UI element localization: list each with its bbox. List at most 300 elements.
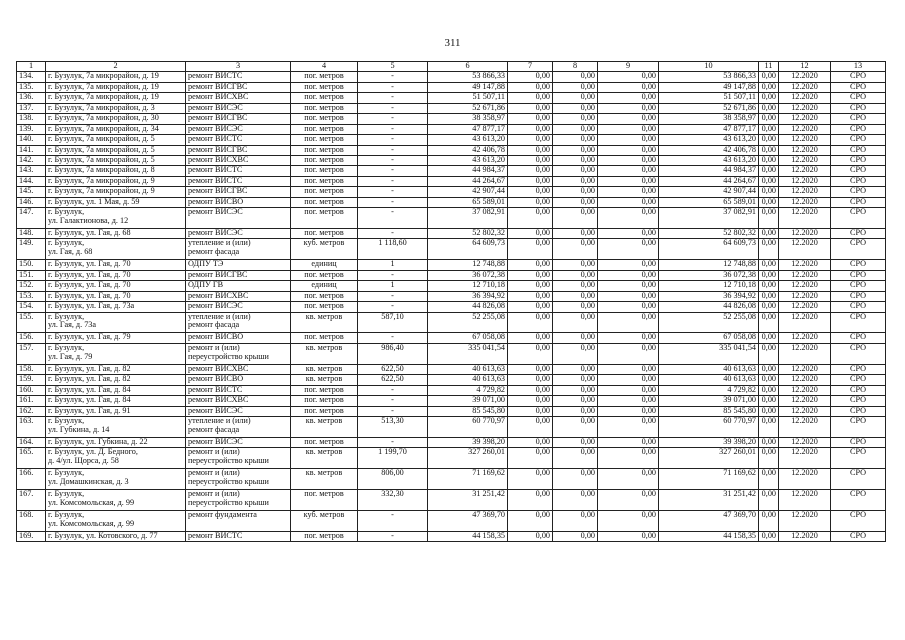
- owner-cost-cell: 4 729,82: [659, 385, 759, 395]
- unit-cell: пог. метров: [291, 333, 358, 343]
- work-type-cell: ремонт ВИСХВС: [186, 291, 291, 301]
- unit-cell: пог. метров: [291, 385, 358, 395]
- owner-cost-cell: 38 358,97: [659, 114, 759, 124]
- row-number-cell: 135.: [17, 82, 46, 92]
- quantity-cell: -: [358, 510, 428, 531]
- owner-cost-cell: 44 264,67: [659, 176, 759, 186]
- owner-cost-cell: 42 406,78: [659, 145, 759, 155]
- page-number: 311: [444, 37, 461, 49]
- other-cost-cell: 0,00: [759, 364, 779, 374]
- row-number-cell: 145.: [17, 187, 46, 197]
- fund-cost-cell: 0,00: [508, 375, 553, 385]
- budget-cost-cell: 0,00: [553, 448, 598, 469]
- local-cost-cell: 0,00: [598, 396, 659, 406]
- total-cost-cell: 42 907,44: [428, 187, 508, 197]
- total-cost-cell: 44 158,35: [428, 531, 508, 541]
- owner-cost-cell: 52 671,86: [659, 103, 759, 113]
- other-cost-cell: 0,00: [759, 155, 779, 165]
- fund-cost-cell: 0,00: [508, 343, 553, 364]
- table-row: [17, 375, 886, 385]
- unit-cell: куб. метров: [291, 239, 358, 260]
- quantity-cell: 806,00: [358, 469, 428, 490]
- table-row: [17, 406, 886, 416]
- budget-cost-cell: 0,00: [553, 490, 598, 511]
- owner-cost-cell: 12 710,18: [659, 281, 759, 291]
- budget-cost-cell: 0,00: [553, 145, 598, 155]
- local-cost-cell: 0,00: [598, 197, 659, 207]
- quantity-cell: 1: [358, 281, 428, 291]
- contractor-cell: СРО: [831, 312, 886, 333]
- header-cell: 11: [759, 62, 779, 72]
- budget-cost-cell: 0,00: [553, 364, 598, 374]
- table-row: [17, 176, 886, 186]
- owner-cost-cell: 64 609,73: [659, 239, 759, 260]
- budget-cost-cell: 0,00: [553, 469, 598, 490]
- unit-cell: единиц: [291, 260, 358, 270]
- address-cell: г. Бузулук, ул. Гая, д. 68: [46, 229, 186, 239]
- local-cost-cell: 0,00: [598, 531, 659, 541]
- contractor-cell: СРО: [831, 406, 886, 416]
- unit-cell: пог. метров: [291, 229, 358, 239]
- local-cost-cell: 0,00: [598, 270, 659, 280]
- total-cost-cell: 44 264,67: [428, 176, 508, 186]
- contractor-cell: СРО: [831, 333, 886, 343]
- quantity-cell: -: [358, 270, 428, 280]
- total-cost-cell: 31 251,42: [428, 490, 508, 511]
- table-row: [17, 124, 886, 134]
- address-cell: г. Бузулук, ул. Галактионова, д. 12: [46, 208, 186, 229]
- other-cost-cell: 0,00: [759, 260, 779, 270]
- deadline-cell: 12.2020: [779, 145, 831, 155]
- other-cost-cell: 0,00: [759, 406, 779, 416]
- owner-cost-cell: 52 255,08: [659, 312, 759, 333]
- address-cell: г. Бузулук, ул. Гая, д. 73а: [46, 302, 186, 312]
- quantity-cell: -: [358, 93, 428, 103]
- address-cell: г. Бузулук, ул. Гая, д. 84: [46, 385, 186, 395]
- owner-cost-cell: 44 826,08: [659, 302, 759, 312]
- contractor-cell: СРО: [831, 103, 886, 113]
- row-number-cell: 156.: [17, 333, 46, 343]
- other-cost-cell: 0,00: [759, 510, 779, 531]
- quantity-cell: 1 118,60: [358, 239, 428, 260]
- fund-cost-cell: 0,00: [508, 416, 553, 437]
- quantity-cell: -: [358, 166, 428, 176]
- owner-cost-cell: 37 082,91: [659, 208, 759, 229]
- other-cost-cell: 0,00: [759, 197, 779, 207]
- budget-cost-cell: 0,00: [553, 135, 598, 145]
- header-cell: 3: [186, 62, 291, 72]
- row-number-cell: 161.: [17, 396, 46, 406]
- unit-cell: пог. метров: [291, 302, 358, 312]
- contractor-cell: СРО: [831, 155, 886, 165]
- quantity-cell: -: [358, 145, 428, 155]
- quantity-cell: -: [358, 114, 428, 124]
- address-cell: г. Бузулук, ул. Комсомольская, д. 99: [46, 490, 186, 511]
- total-cost-cell: 37 082,91: [428, 208, 508, 229]
- capital-repair-table: [16, 61, 886, 542]
- work-type-cell: ремонт ВИСГВС: [186, 114, 291, 124]
- owner-cost-cell: 40 613,63: [659, 375, 759, 385]
- total-cost-cell: 49 147,88: [428, 82, 508, 92]
- total-cost-cell: 44 826,08: [428, 302, 508, 312]
- unit-cell: пог. метров: [291, 135, 358, 145]
- unit-cell: пог. метров: [291, 82, 358, 92]
- fund-cost-cell: 0,00: [508, 510, 553, 531]
- contractor-cell: СРО: [831, 343, 886, 364]
- work-type-cell: ремонт ВИСЭС: [186, 229, 291, 239]
- header-cell: 4: [291, 62, 358, 72]
- fund-cost-cell: 0,00: [508, 135, 553, 145]
- row-number-cell: 141.: [17, 145, 46, 155]
- work-type-cell: утепление и (или) ремонт фасада: [186, 239, 291, 260]
- row-number-cell: 163.: [17, 416, 46, 437]
- address-cell: г. Бузулук, ул. Д. Бедного, д. 4/ул. Щорса, д. 58: [46, 448, 186, 469]
- total-cost-cell: 36 394,92: [428, 291, 508, 301]
- total-cost-cell: 42 406,78: [428, 145, 508, 155]
- total-cost-cell: 39 398,20: [428, 437, 508, 447]
- budget-cost-cell: 0,00: [553, 239, 598, 260]
- fund-cost-cell: 0,00: [508, 260, 553, 270]
- budget-cost-cell: 0,00: [553, 155, 598, 165]
- fund-cost-cell: 0,00: [508, 208, 553, 229]
- other-cost-cell: 0,00: [759, 343, 779, 364]
- work-type-cell: ремонт ВИСГВС: [186, 145, 291, 155]
- address-cell: г. Бузулук, 7а микрорайон, д. 5: [46, 135, 186, 145]
- contractor-cell: СРО: [831, 469, 886, 490]
- contractor-cell: СРО: [831, 166, 886, 176]
- budget-cost-cell: 0,00: [553, 437, 598, 447]
- row-number-cell: 138.: [17, 114, 46, 124]
- total-cost-cell: 52 671,86: [428, 103, 508, 113]
- address-cell: г. Бузулук, 7а микрорайон, д. 9: [46, 187, 186, 197]
- address-cell: г. Бузулук, 7а микрорайон, д. 34: [46, 124, 186, 134]
- total-cost-cell: 47 369,70: [428, 510, 508, 531]
- budget-cost-cell: 0,00: [553, 291, 598, 301]
- total-cost-cell: 52 802,32: [428, 229, 508, 239]
- deadline-cell: 12.2020: [779, 208, 831, 229]
- address-cell: г. Бузулук, ул. Гая, д. 91: [46, 406, 186, 416]
- owner-cost-cell: 47 369,70: [659, 510, 759, 531]
- deadline-cell: 12.2020: [779, 260, 831, 270]
- other-cost-cell: 0,00: [759, 166, 779, 176]
- unit-cell: пог. метров: [291, 72, 358, 82]
- contractor-cell: СРО: [831, 437, 886, 447]
- deadline-cell: 12.2020: [779, 166, 831, 176]
- owner-cost-cell: 36 394,92: [659, 291, 759, 301]
- other-cost-cell: 0,00: [759, 281, 779, 291]
- table-row: [17, 135, 886, 145]
- quantity-cell: -: [358, 176, 428, 186]
- work-type-cell: ремонт ВИСТС: [186, 385, 291, 395]
- quantity-cell: -: [358, 333, 428, 343]
- fund-cost-cell: 0,00: [508, 333, 553, 343]
- total-cost-cell: 60 770,97: [428, 416, 508, 437]
- local-cost-cell: 0,00: [598, 469, 659, 490]
- other-cost-cell: 0,00: [759, 333, 779, 343]
- other-cost-cell: 0,00: [759, 114, 779, 124]
- address-cell: г. Бузулук, ул. 1 Мая, д. 59: [46, 197, 186, 207]
- table-row: [17, 103, 886, 113]
- other-cost-cell: 0,00: [759, 437, 779, 447]
- table-row: [17, 260, 886, 270]
- unit-cell: кв. метров: [291, 343, 358, 364]
- fund-cost-cell: 0,00: [508, 197, 553, 207]
- deadline-cell: 12.2020: [779, 406, 831, 416]
- other-cost-cell: 0,00: [759, 93, 779, 103]
- budget-cost-cell: 0,00: [553, 531, 598, 541]
- total-cost-cell: 43 613,20: [428, 135, 508, 145]
- unit-cell: пог. метров: [291, 406, 358, 416]
- work-type-cell: ремонт фундамента: [186, 510, 291, 531]
- fund-cost-cell: 0,00: [508, 239, 553, 260]
- local-cost-cell: 0,00: [598, 145, 659, 155]
- fund-cost-cell: 0,00: [508, 103, 553, 113]
- budget-cost-cell: 0,00: [553, 333, 598, 343]
- fund-cost-cell: 0,00: [508, 72, 553, 82]
- local-cost-cell: 0,00: [598, 312, 659, 333]
- local-cost-cell: 0,00: [598, 343, 659, 364]
- table-row: [17, 333, 886, 343]
- fund-cost-cell: 0,00: [508, 364, 553, 374]
- other-cost-cell: 0,00: [759, 176, 779, 186]
- unit-cell: куб. метров: [291, 510, 358, 531]
- local-cost-cell: 0,00: [598, 416, 659, 437]
- total-cost-cell: 327 260,01: [428, 448, 508, 469]
- budget-cost-cell: 0,00: [553, 510, 598, 531]
- other-cost-cell: 0,00: [759, 72, 779, 82]
- table-row: [17, 208, 886, 229]
- fund-cost-cell: 0,00: [508, 469, 553, 490]
- deadline-cell: 12.2020: [779, 155, 831, 165]
- budget-cost-cell: 0,00: [553, 197, 598, 207]
- contractor-cell: СРО: [831, 197, 886, 207]
- fund-cost-cell: 0,00: [508, 187, 553, 197]
- work-type-cell: утепление и (или) ремонт фасада: [186, 312, 291, 333]
- row-number-cell: 150.: [17, 260, 46, 270]
- local-cost-cell: 0,00: [598, 375, 659, 385]
- local-cost-cell: 0,00: [598, 239, 659, 260]
- work-type-cell: ремонт ВИСГВС: [186, 82, 291, 92]
- deadline-cell: 12.2020: [779, 135, 831, 145]
- other-cost-cell: 0,00: [759, 416, 779, 437]
- local-cost-cell: 0,00: [598, 155, 659, 165]
- other-cost-cell: 0,00: [759, 448, 779, 469]
- row-number-cell: 148.: [17, 229, 46, 239]
- total-cost-cell: 47 877,17: [428, 124, 508, 134]
- address-cell: г. Бузулук, ул. Губкина, д. 22: [46, 437, 186, 447]
- local-cost-cell: 0,00: [598, 333, 659, 343]
- deadline-cell: 12.2020: [779, 312, 831, 333]
- local-cost-cell: 0,00: [598, 302, 659, 312]
- owner-cost-cell: 327 260,01: [659, 448, 759, 469]
- fund-cost-cell: 0,00: [508, 490, 553, 511]
- budget-cost-cell: 0,00: [553, 396, 598, 406]
- contractor-cell: СРО: [831, 302, 886, 312]
- other-cost-cell: 0,00: [759, 396, 779, 406]
- other-cost-cell: 0,00: [759, 375, 779, 385]
- local-cost-cell: 0,00: [598, 93, 659, 103]
- budget-cost-cell: 0,00: [553, 103, 598, 113]
- table-header-row: [17, 62, 886, 72]
- deadline-cell: 12.2020: [779, 375, 831, 385]
- address-cell: г. Бузулук, ул. Гая, д. 70: [46, 281, 186, 291]
- fund-cost-cell: 0,00: [508, 229, 553, 239]
- local-cost-cell: 0,00: [598, 82, 659, 92]
- owner-cost-cell: 31 251,42: [659, 490, 759, 511]
- total-cost-cell: 38 358,97: [428, 114, 508, 124]
- owner-cost-cell: 42 907,44: [659, 187, 759, 197]
- row-number-cell: 146.: [17, 197, 46, 207]
- unit-cell: кв. метров: [291, 448, 358, 469]
- address-cell: г. Бузулук, ул. Гая, д. 68: [46, 239, 186, 260]
- budget-cost-cell: 0,00: [553, 187, 598, 197]
- address-cell: г. Бузулук, 7а микрорайон, д. 3: [46, 103, 186, 113]
- fund-cost-cell: 0,00: [508, 82, 553, 92]
- row-number-cell: 147.: [17, 208, 46, 229]
- quantity-cell: 1 199,70: [358, 448, 428, 469]
- fund-cost-cell: 0,00: [508, 176, 553, 186]
- owner-cost-cell: 52 802,32: [659, 229, 759, 239]
- contractor-cell: СРО: [831, 135, 886, 145]
- unit-cell: кв. метров: [291, 312, 358, 333]
- address-cell: г. Бузулук, 7а микрорайон, д. 8: [46, 166, 186, 176]
- row-number-cell: 142.: [17, 155, 46, 165]
- work-type-cell: ремонт ВИСВО: [186, 333, 291, 343]
- other-cost-cell: 0,00: [759, 124, 779, 134]
- table-row: [17, 364, 886, 374]
- contractor-cell: СРО: [831, 114, 886, 124]
- contractor-cell: СРО: [831, 531, 886, 541]
- unit-cell: пог. метров: [291, 270, 358, 280]
- unit-cell: пог. метров: [291, 490, 358, 511]
- header-cell: 6: [428, 62, 508, 72]
- header-cell: 8: [553, 62, 598, 72]
- table-row: [17, 396, 886, 406]
- total-cost-cell: 64 609,73: [428, 239, 508, 260]
- work-type-cell: ремонт ВИСТС: [186, 72, 291, 82]
- deadline-cell: 12.2020: [779, 531, 831, 541]
- work-type-cell: ремонт ВИСТС: [186, 166, 291, 176]
- row-number-cell: 162.: [17, 406, 46, 416]
- owner-cost-cell: 60 770,97: [659, 416, 759, 437]
- unit-cell: пог. метров: [291, 197, 358, 207]
- local-cost-cell: 0,00: [598, 260, 659, 270]
- total-cost-cell: 52 255,08: [428, 312, 508, 333]
- budget-cost-cell: 0,00: [553, 93, 598, 103]
- owner-cost-cell: 53 866,33: [659, 72, 759, 82]
- work-type-cell: ремонт ВИСЭС: [186, 437, 291, 447]
- other-cost-cell: 0,00: [759, 229, 779, 239]
- row-number-cell: 166.: [17, 469, 46, 490]
- fund-cost-cell: 0,00: [508, 145, 553, 155]
- budget-cost-cell: 0,00: [553, 114, 598, 124]
- quantity-cell: -: [358, 385, 428, 395]
- owner-cost-cell: 51 507,11: [659, 93, 759, 103]
- work-type-cell: ремонт ВИСТС: [186, 531, 291, 541]
- owner-cost-cell: 40 613,63: [659, 364, 759, 374]
- unit-cell: пог. метров: [291, 437, 358, 447]
- other-cost-cell: 0,00: [759, 82, 779, 92]
- quantity-cell: 986,40: [358, 343, 428, 364]
- header-cell: 9: [598, 62, 659, 72]
- deadline-cell: 12.2020: [779, 72, 831, 82]
- row-number-cell: 169.: [17, 531, 46, 541]
- work-type-cell: ремонт ВИСЭС: [186, 208, 291, 229]
- deadline-cell: 12.2020: [779, 490, 831, 511]
- address-cell: г. Бузулук, 7а микрорайон, д. 19: [46, 82, 186, 92]
- owner-cost-cell: 335 041,54: [659, 343, 759, 364]
- table-row: [17, 385, 886, 395]
- table-row: [17, 82, 886, 92]
- quantity-cell: 1: [358, 260, 428, 270]
- total-cost-cell: 12 748,88: [428, 260, 508, 270]
- fund-cost-cell: 0,00: [508, 396, 553, 406]
- contractor-cell: СРО: [831, 510, 886, 531]
- row-number-cell: 139.: [17, 124, 46, 134]
- fund-cost-cell: 0,00: [508, 281, 553, 291]
- local-cost-cell: 0,00: [598, 437, 659, 447]
- row-number-cell: 144.: [17, 176, 46, 186]
- quantity-cell: -: [358, 437, 428, 447]
- contractor-cell: СРО: [831, 385, 886, 395]
- quantity-cell: 587,10: [358, 312, 428, 333]
- contractor-cell: СРО: [831, 93, 886, 103]
- local-cost-cell: 0,00: [598, 364, 659, 374]
- table-row: [17, 145, 886, 155]
- contractor-cell: СРО: [831, 270, 886, 280]
- table-row: [17, 416, 886, 437]
- work-type-cell: ремонт и (или) переустройство крыши: [186, 469, 291, 490]
- other-cost-cell: 0,00: [759, 531, 779, 541]
- work-type-cell: ремонт ВИСЭС: [186, 103, 291, 113]
- local-cost-cell: 0,00: [598, 208, 659, 229]
- budget-cost-cell: 0,00: [553, 176, 598, 186]
- address-cell: г. Бузулук, ул. Гая, д. 70: [46, 260, 186, 270]
- deadline-cell: 12.2020: [779, 510, 831, 531]
- work-type-cell: ремонт ВИСЭС: [186, 302, 291, 312]
- total-cost-cell: 51 507,11: [428, 93, 508, 103]
- work-type-cell: ремонт ВИСХВС: [186, 155, 291, 165]
- table-row: [17, 197, 886, 207]
- deadline-cell: 12.2020: [779, 103, 831, 113]
- address-cell: г. Бузулук, 7а микрорайон, д. 19: [46, 72, 186, 82]
- address-cell: г. Бузулук, ул. Комсомольская, д. 99: [46, 510, 186, 531]
- contractor-cell: СРО: [831, 396, 886, 406]
- local-cost-cell: 0,00: [598, 124, 659, 134]
- owner-cost-cell: 44 984,37: [659, 166, 759, 176]
- quantity-cell: 622,50: [358, 364, 428, 374]
- work-type-cell: ремонт ВИСВО: [186, 197, 291, 207]
- contractor-cell: СРО: [831, 364, 886, 374]
- table-row: [17, 72, 886, 82]
- total-cost-cell: 53 866,33: [428, 72, 508, 82]
- owner-cost-cell: 47 877,17: [659, 124, 759, 134]
- address-cell: г. Бузулук, 7а микрорайон, д. 19: [46, 93, 186, 103]
- contractor-cell: СРО: [831, 416, 886, 437]
- fund-cost-cell: 0,00: [508, 531, 553, 541]
- total-cost-cell: 71 169,62: [428, 469, 508, 490]
- table-row: [17, 437, 886, 447]
- total-cost-cell: 40 613,63: [428, 375, 508, 385]
- address-cell: г. Бузулук, ул. Гая, д. 70: [46, 270, 186, 280]
- total-cost-cell: 12 710,18: [428, 281, 508, 291]
- address-cell: г. Бузулук, ул. Гая, д. 82: [46, 364, 186, 374]
- row-number-cell: 137.: [17, 103, 46, 113]
- work-type-cell: утепление и (или) ремонт фасада: [186, 416, 291, 437]
- fund-cost-cell: 0,00: [508, 448, 553, 469]
- deadline-cell: 12.2020: [779, 124, 831, 134]
- local-cost-cell: 0,00: [598, 281, 659, 291]
